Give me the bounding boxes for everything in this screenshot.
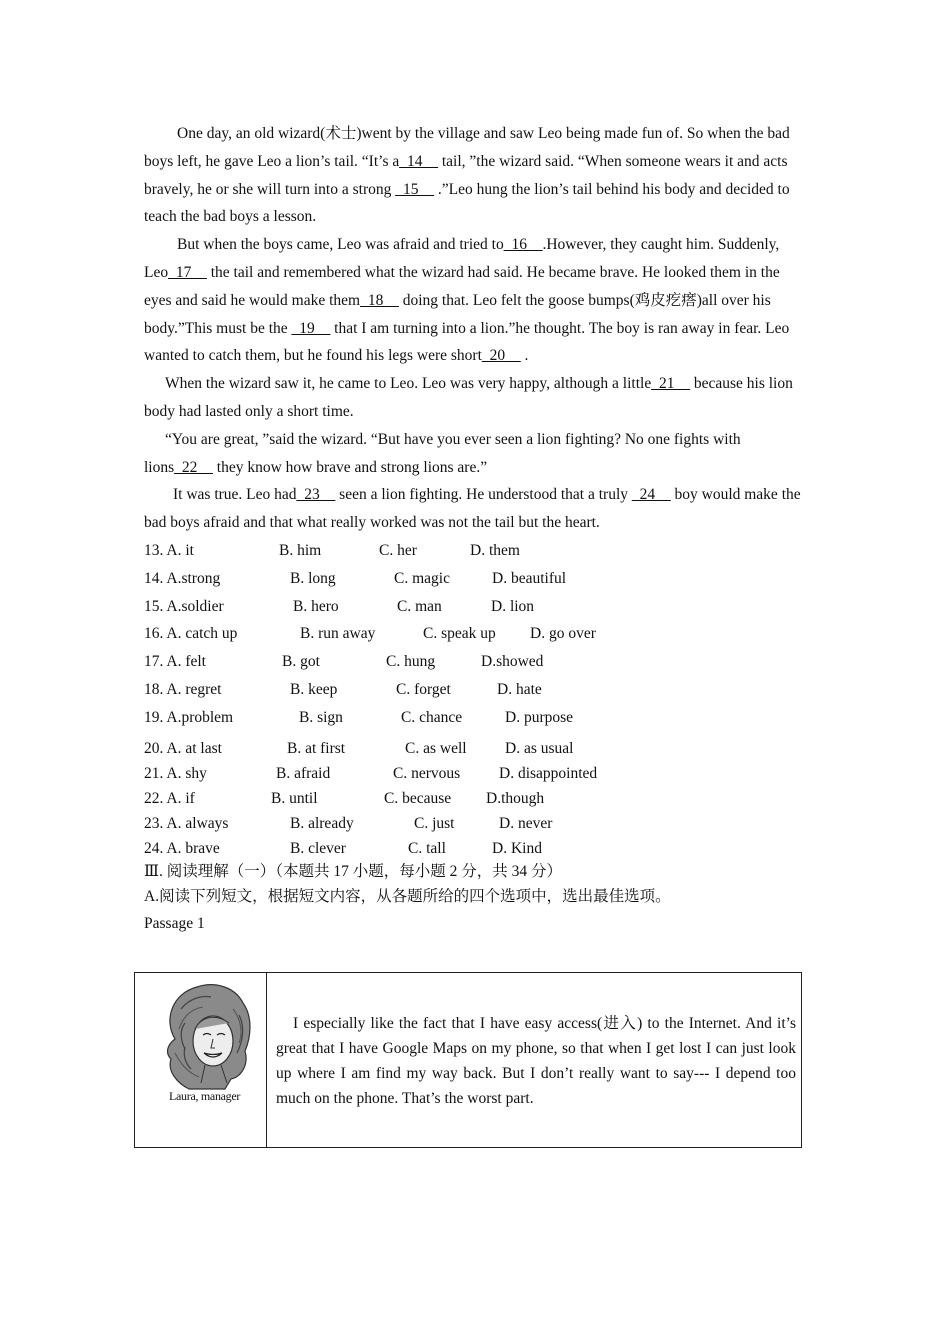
portrait-caption: Laura, manager [169, 1089, 241, 1103]
option-d: D. lion [491, 597, 535, 615]
blank-20: _20__ [481, 347, 521, 365]
blank-18: _18__ [360, 291, 399, 309]
option-d: D. disappointed [499, 764, 598, 782]
option-c: C. tall [408, 839, 446, 857]
option-d: D. purpose [505, 708, 574, 726]
question-20-options [144, 736, 804, 761]
option-d: D.showed [481, 653, 544, 671]
question-22-options [144, 786, 804, 811]
table-divider [266, 973, 267, 1147]
option-a: 20. A. at last [144, 739, 222, 757]
option-b: B. sign [299, 708, 343, 726]
section-heading: Ⅲ. 阅读理解（一）（本题共 17 小题，每小题 2 分，共 34 分） [144, 862, 562, 880]
option-d: D. hate [497, 680, 542, 698]
option-b: B. at first [287, 739, 346, 757]
question-24-options [144, 836, 804, 861]
option-a: 22. A. if [144, 789, 195, 807]
blank-16: _16__ [503, 236, 543, 254]
passage-1-table [134, 972, 802, 1148]
option-b: B. him [279, 541, 322, 559]
blank-24: _24__ [631, 486, 671, 504]
option-c: C. because [384, 789, 452, 807]
section-instruction: A.阅读下列短文，根据短文内容，从各题所给的四个选项中，选出最佳选项。 [144, 887, 671, 905]
option-c: C. just [414, 814, 455, 832]
blank-14: _14__ [399, 152, 438, 170]
cloze-paragraph-4: “You are great, ”said the wizard. “But have you ever seen a lion fighting? No one fights with lions_22__ they know how brave and strong lions are.” [144, 430, 741, 476]
cloze-paragraph-2: But when the boys came, Leo was afraid and tried to_16__.However, they caught him. Suddenly, Leo_17__ the tail and remembered what the wizard had said. He became brave. He looked them in the eyes and said he would make them_18__ doing that. Leo felt the goose bumps(鸡皮疙瘩)all over his body.”This must be the _19__ that I am turning into a lion.”he thought. The boy is ran away in fear. Leo wanted to catch them, but he found his legs were short_20__ . [144, 236, 790, 365]
option-b: B. run away [300, 625, 376, 643]
option-a: 14. A.strong [144, 569, 221, 587]
option-b: B. afraid [276, 764, 331, 782]
option-b: B. long [290, 569, 336, 587]
question-18-options [144, 676, 804, 704]
portrait-image [155, 979, 265, 1099]
option-d: D. them [470, 541, 520, 559]
option-a: 18. A. regret [144, 680, 222, 698]
option-b: B. keep [290, 680, 338, 698]
option-d: D. beautiful [492, 569, 567, 587]
option-b: B. clever [290, 839, 346, 857]
blank-17: _17__ [168, 263, 207, 281]
option-b: B. already [290, 814, 354, 832]
option-c: C. speak up [423, 625, 496, 643]
question-19-options [144, 704, 804, 732]
blank-19: _19__ [291, 319, 331, 337]
option-c: C. chance [401, 708, 463, 726]
cloze-paragraph-5: It was true. Leo had_23__ seen a lion fighting. He understood that a truly _24__ boy would make the bad boys afraid and that what really worked was not the tail but the heart. [144, 486, 801, 532]
option-c: C. her [379, 541, 417, 559]
option-a: 24. A. brave [144, 839, 220, 857]
blank-15: _15__ [395, 180, 434, 198]
option-b: B. hero [293, 597, 339, 615]
option-b: B. got [282, 653, 320, 671]
passage-label: Passage 1 [144, 914, 205, 932]
option-c: C. man [397, 597, 442, 615]
blank-21: _21__ [651, 375, 690, 393]
cloze-paragraph-3: When the wizard saw it, he came to Leo. Leo was very happy, although a little_21__ because his lion body had lasted only a short time. [144, 375, 793, 420]
exam-page [144, 120, 804, 937]
question-14-options [144, 565, 804, 593]
option-a: 23. A. always [144, 814, 229, 832]
question-16-options [144, 620, 804, 648]
question-21-options [144, 761, 804, 786]
option-a: 16. A. catch up [144, 625, 238, 643]
cloze-paragraph-1: One day, an old wizard(术士)went by the village and saw Leo being made fun of. So when the bad boys left, he gave Leo a lion’s tail. “It’s a_14__ tail, ”the wizard said. “When someone wears it and acts bravely, he or she will turn into a strong _15__ .”Leo hung the lion’s tail behind his body and decided to teach the bad boys a lesson. [144, 125, 790, 226]
option-c: C. nervous [393, 764, 461, 782]
option-a: 21. A. shy [144, 764, 207, 782]
option-d: D.though [486, 789, 545, 807]
option-b: B. until [271, 789, 318, 807]
option-c: C. forget [396, 680, 451, 698]
option-c: C. hung [386, 653, 436, 671]
blank-23: _23__ [296, 486, 336, 504]
option-d: D. Kind [492, 839, 542, 857]
option-a: 17. A. felt [144, 653, 206, 671]
question-15-options [144, 593, 804, 621]
option-d: D. as usual [505, 739, 574, 757]
question-23-options [144, 811, 804, 836]
passage-1-text: I especially like the fact that I have easy access(进入) to the Internet. And it’s great that I have Google Maps on my phone, so that when I get lost I can just look up where I am find my way back. But I don’t really want to say--- I depend too much on the phone. That’s the worst part. [276, 1015, 796, 1107]
option-d: D. go over [530, 625, 596, 643]
question-13-options [144, 537, 804, 565]
option-c: C. magic [394, 569, 450, 587]
question-17-options [144, 648, 804, 676]
option-a: 15. A.soldier [144, 597, 224, 615]
blank-22: _22__ [174, 458, 213, 476]
option-a: 19. A.problem [144, 708, 234, 726]
answer-options [144, 537, 804, 861]
option-c: C. as well [405, 739, 467, 757]
option-a: 13. A. it [144, 541, 194, 559]
option-d: D. never [499, 814, 553, 832]
